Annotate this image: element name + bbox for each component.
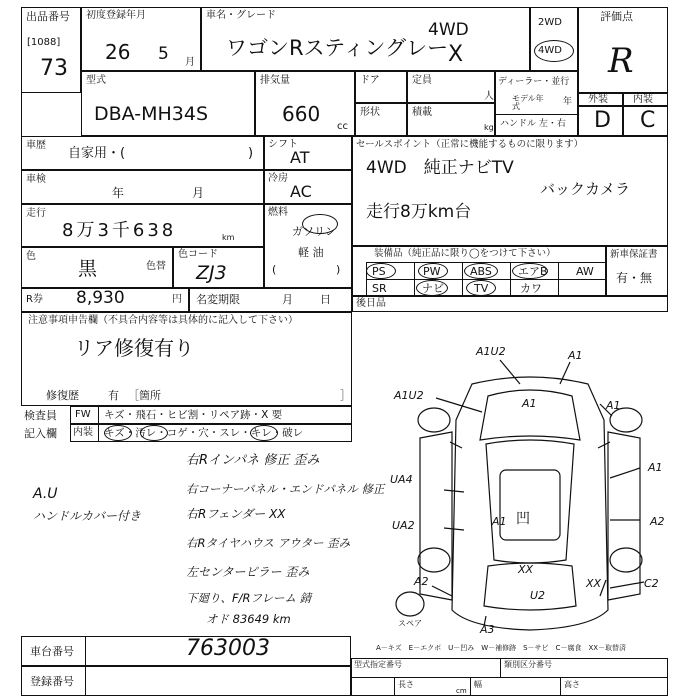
- ac-label: 冷房: [268, 173, 288, 184]
- dmg-ua2: UA2: [392, 519, 415, 532]
- reg-year: 26: [105, 40, 131, 64]
- name-change-month: 月: [282, 293, 293, 306]
- ac-value: AC: [290, 182, 312, 201]
- wheel-rr: [610, 548, 642, 572]
- int-label: 内装: [73, 427, 93, 438]
- width-label: 幅: [474, 680, 482, 689]
- color-code-label: 色コード: [178, 249, 218, 260]
- remark-right5: 左センターピラー 歪み: [186, 565, 310, 579]
- grade-label: 評価点: [600, 10, 633, 23]
- inspector-label1: 検査員: [24, 409, 57, 422]
- color-code-value: ZJ3: [196, 262, 227, 284]
- lot-label: 出品番号: [26, 10, 70, 23]
- dmg-a1u2-top: A1U2: [476, 345, 506, 358]
- displacement-unit: cc: [337, 121, 348, 132]
- km-unit: km: [222, 233, 235, 242]
- mileage-value: 8万3千638: [62, 220, 177, 241]
- load-label: 積載: [412, 107, 432, 118]
- repair-place: ［箇所: [128, 389, 161, 402]
- dmg-a1-top-right: A1: [568, 349, 583, 362]
- shape-label: 形状: [360, 107, 380, 118]
- equip-abs: ABS: [470, 265, 492, 278]
- door-label: ドア: [360, 75, 380, 86]
- color-value: 黒: [78, 258, 98, 280]
- reg-label: 登録番号: [30, 675, 74, 688]
- month-unit: 月: [185, 57, 195, 68]
- notes-label: 注意事項申告欄（不具合内容等は具体的に記入して下さい）: [28, 315, 298, 326]
- dmg-a2-right: A2: [650, 515, 665, 528]
- chassis-value: 763003: [186, 636, 270, 661]
- sales-label: セールスポイント（正常に機能するものに限ります）: [356, 139, 584, 150]
- drive-4wd: 4WD: [538, 45, 562, 56]
- model-year-label: モデル年式: [512, 94, 544, 111]
- yen-unit: 円: [172, 294, 182, 305]
- inspection-year: 年: [112, 186, 125, 200]
- dmg-roof-text: 凹: [516, 511, 530, 527]
- model-label: 型式: [86, 75, 106, 86]
- right-side: [608, 432, 640, 600]
- inspection-month: 月: [192, 186, 205, 200]
- fw-items: キズ・飛石・ヒビ割・リペア跡・X 要: [104, 409, 283, 421]
- shift-value: AT: [290, 148, 310, 167]
- equip-sr: SR: [372, 282, 387, 295]
- wheel-rl: [418, 548, 450, 572]
- dmg-ua4: UA4: [390, 473, 413, 486]
- dealer-label: ディーラー・並行: [498, 77, 570, 87]
- remark-right3: 右Rフェンダー XX: [186, 507, 286, 521]
- equip-kawa: カワ: [520, 282, 542, 295]
- lot-code: [1088]: [27, 37, 61, 48]
- dmg-xx-trunk: XX: [518, 563, 534, 576]
- spare-wheel: [396, 592, 424, 616]
- fuel-paren-open: (: [272, 263, 277, 276]
- repair-value: 有: [108, 389, 119, 402]
- chassis-label: 車台番号: [30, 645, 74, 658]
- sales-line2: バックカメラ: [540, 180, 631, 198]
- sales-line1: 4WD 純正ナビTV: [366, 158, 514, 178]
- length-unit: cm: [456, 687, 467, 695]
- dmg-a1-hood: A1: [522, 397, 537, 410]
- type-cert-label: 型式指定番号: [354, 660, 402, 669]
- name-label: 車名・グレード: [206, 10, 276, 21]
- dmg-xx-rear-right: XX: [586, 577, 602, 590]
- equip-airbag: エアB: [518, 265, 548, 278]
- inspector-label2: 記入欄: [24, 427, 57, 440]
- displacement-value: 660: [282, 102, 321, 126]
- equip-tv: TV: [474, 282, 489, 295]
- recycle-label: R券: [26, 294, 43, 305]
- remark-right4: 右Rタイヤハウス アウター 歪み: [186, 536, 351, 550]
- equipment-label: 装備品（純正品に限り◯をつけて下さい）: [374, 248, 556, 259]
- remark-right1: 右Rインパネ 修正 歪み: [186, 453, 320, 468]
- history-label: 車歴: [26, 140, 46, 151]
- year-unit: 年: [563, 97, 573, 107]
- fw-label: FW: [75, 409, 91, 420]
- warranty-label: 新車保証書: [610, 249, 658, 260]
- displacement-label: 排気量: [260, 75, 290, 86]
- warranty-value: 有・無: [616, 271, 653, 285]
- remark-right7: オド 83649 km: [206, 612, 291, 626]
- grade-score: R: [608, 41, 634, 81]
- dmg-a3-bottom: A3: [480, 623, 495, 636]
- history-close: ): [248, 146, 254, 161]
- dmg-a1-right-mid: A1: [648, 461, 663, 474]
- sales-line3: 走行8万km台: [366, 202, 472, 222]
- fuel-paren-close: ): [336, 263, 341, 276]
- dmg-a1-right-front: A1: [606, 399, 621, 412]
- model-value: DBA-MH34S: [94, 103, 209, 125]
- equip-navi: ナビ: [422, 282, 444, 295]
- fuel-diesel: 軽 油: [298, 246, 324, 259]
- lot-number: 73: [40, 56, 68, 81]
- person-unit: 人: [484, 91, 494, 102]
- handle-label: ハンドル 左・右: [500, 119, 566, 129]
- interior-value: C: [640, 108, 656, 133]
- spare-label: スペア: [398, 619, 422, 628]
- grade-value: X: [448, 42, 464, 67]
- dmg-a1-center: A1: [492, 515, 507, 528]
- remark-left2: ハンドルカバー付き: [33, 509, 142, 523]
- int-items: キズ・汚レ・コゲ・穴・スレ・キレ・破レ: [104, 427, 304, 439]
- mileage-label: 走行: [26, 208, 46, 219]
- name-value: ワゴンRスティングレー: [226, 36, 449, 60]
- name-change-day: 日: [320, 293, 331, 306]
- inspection-label: 車検: [26, 174, 46, 185]
- equip-ps: PS: [372, 265, 386, 278]
- equip-aw: AW: [576, 265, 594, 278]
- dmg-u2-rear: U2: [530, 589, 546, 602]
- equip-pw: PW: [423, 265, 441, 278]
- interior-label: 内装: [633, 94, 653, 105]
- remark-right6: 下廻り、F/Rフレーム 錆: [186, 591, 312, 605]
- dmg-c2-rear: C2: [644, 577, 659, 590]
- exterior-label: 外装: [588, 94, 608, 105]
- name-change-label: 名変期限: [196, 293, 240, 306]
- dmg-a1u2-left: A1U2: [394, 389, 424, 402]
- length-label: 長さ: [398, 680, 414, 689]
- repair-close: ］: [340, 389, 351, 402]
- cabin: [486, 440, 574, 563]
- fuel-gas: ガソリン: [292, 225, 336, 238]
- drive-value: 4WD: [428, 20, 469, 40]
- capacity-label: 定員: [412, 75, 432, 86]
- fuel-label: 燃料: [268, 207, 288, 218]
- roof: [500, 470, 560, 540]
- color-change-label: 色替: [146, 261, 166, 272]
- color-label: 色: [26, 251, 36, 262]
- back-label: 後日品: [356, 298, 386, 309]
- wheel-fl: [418, 408, 450, 432]
- exterior-value: D: [594, 108, 611, 133]
- reg-month: 5: [158, 44, 169, 64]
- shift-label: シフト: [268, 139, 298, 150]
- dmg-a2-rear-left: A2: [414, 575, 429, 588]
- class-label: 類別区分番号: [504, 660, 552, 669]
- height-label: 高さ: [564, 680, 580, 689]
- drive-2wd: 2WD: [538, 17, 562, 28]
- repair-label: 修復歴: [46, 389, 79, 402]
- recycle-value: 8,930: [76, 288, 125, 308]
- first-reg-label: 初度登録年月: [86, 10, 146, 21]
- remark-right2: 右コーナーパネル・エンドパネル 修正: [186, 482, 385, 496]
- kg-unit: kg: [484, 123, 494, 132]
- notes-value: リア修復有り: [74, 336, 194, 360]
- history-value: 自家用・(: [68, 146, 126, 161]
- legend: A－キズ E－エクボ U－凹み W－補修跡 S－サビ C－腐食 XX－取替済: [376, 644, 627, 652]
- remark-left1: A.U: [33, 486, 58, 502]
